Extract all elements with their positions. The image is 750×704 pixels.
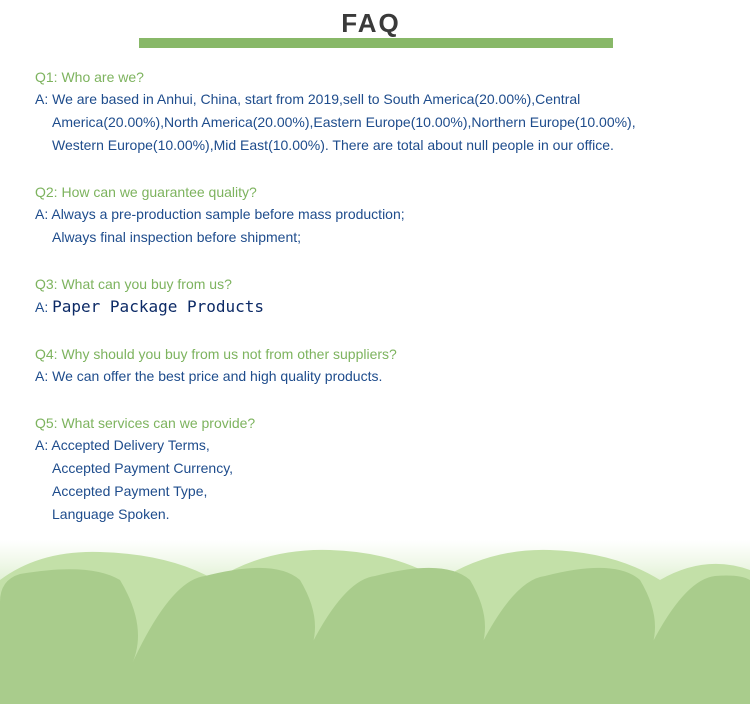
answer-line: Language Spoken. xyxy=(52,506,170,522)
faq-item-3 xyxy=(35,273,735,319)
faq-list xyxy=(35,66,735,550)
wave-dark-scallops xyxy=(0,568,750,704)
answer-prefix: A: xyxy=(35,437,52,453)
answer-prefix: A: xyxy=(35,299,53,315)
faq-question-5: Q5: What services can we provide? xyxy=(35,415,256,431)
faq-item-1 xyxy=(35,66,735,157)
answer-line: Accepted Payment Type, xyxy=(52,483,208,499)
answer-prefix: A: xyxy=(35,91,53,107)
faq-question-2: Q2: How can we guarantee quality? xyxy=(35,184,257,200)
answer-line: Always final inspection before shipment; xyxy=(52,229,302,245)
faq-question-1: Q1: Who are we? xyxy=(35,69,144,85)
answer-prefix: A: xyxy=(35,368,53,384)
faq-answer-2 xyxy=(35,203,735,249)
answer-line: We are based in Anhui, China, start from 2019,sell to South America(20.00%),Central xyxy=(52,91,581,107)
faq-answer-1 xyxy=(35,88,735,157)
answer-line: Accepted Delivery Terms, xyxy=(51,437,210,453)
decorative-wave-footer xyxy=(0,540,750,704)
faq-answer-4 xyxy=(35,365,735,388)
answer-line: Accepted Payment Currency, xyxy=(52,460,234,476)
faq-answer-5 xyxy=(35,434,735,526)
faq-question-3: Q3: What can you buy from us? xyxy=(35,276,232,292)
answer-line: We can offer the best price and high quality products. xyxy=(52,368,383,384)
answer-line: America(20.00%),North America(20.00%),Eastern Europe(10.00%),Northern Europe(10.00%), xyxy=(52,114,636,130)
page-title: FAQ xyxy=(341,8,401,38)
answer-prefix: A: xyxy=(35,206,52,222)
faq-item-2 xyxy=(35,181,735,249)
answer-line: Always a pre-production sample before mass production; xyxy=(51,206,405,222)
faq-item-4 xyxy=(35,343,735,388)
faq-question-4: Q4: Why should you buy from us not from other suppliers? xyxy=(35,346,397,362)
faq-item-5 xyxy=(35,412,735,526)
answer-line: Western Europe(10.00%),Mid East(10.00%). There are total about null people in our office. xyxy=(52,137,614,153)
faq-answer-3 xyxy=(35,295,735,319)
answer-line: Paper Package Products xyxy=(52,297,265,316)
title-underline-bar xyxy=(139,38,613,48)
